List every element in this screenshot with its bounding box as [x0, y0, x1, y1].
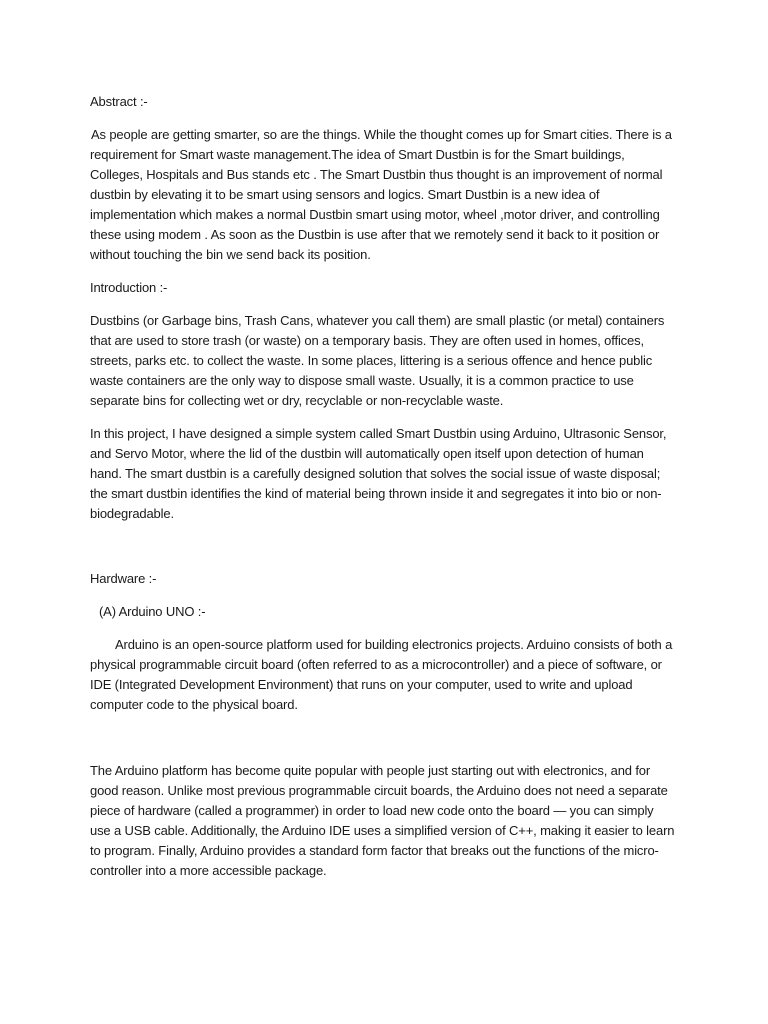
introduction-line: waste containers are the only way to dispose small waste. Usually, it is a common practice to use — [90, 373, 634, 388]
abstract-heading: Abstract :- — [90, 94, 148, 109]
arduino-uno-subheading: (A) Arduino UNO :- — [99, 604, 206, 619]
hardware-line: physical programmable circuit board (often referred to as a microcontroller) and a piece of software, or — [90, 657, 662, 672]
introduction-line: biodegradable. — [90, 506, 174, 521]
introduction-line: streets, parks etc. to collect the waste. In some places, littering is a serious offence and hence public — [90, 353, 653, 368]
abstract-line: Colleges, Hospitals and Bus stands etc . The Smart Dustbin thus thought is an improvement of normal — [90, 167, 663, 182]
introduction-line: hand. The smart dustbin is a carefully designed solution that solves the social issue of waste disposal; — [90, 466, 661, 481]
abstract-line: As people are getting smarter, so are the things. While the thought comes up for Smart cities. There is a — [91, 127, 672, 142]
hardware-heading: Hardware :- — [90, 571, 157, 586]
abstract-line: requirement for Smart waste management.The idea of Smart Dustbin is for the Smart buildings, — [90, 147, 625, 162]
introduction-line: separate bins for collecting wet or dry, recyclable or non-recyclable waste. — [90, 393, 504, 408]
introduction-line: In this project, I have designed a simple system called Smart Dustbin using Arduino, Ultrasonic Sensor, — [90, 426, 667, 441]
abstract-line: implementation which makes a normal Dustbin smart using motor, wheel ,motor driver, and controlling — [90, 207, 660, 222]
hardware-line: The Arduino platform has become quite popular with people just starting out with electronics, and for — [90, 763, 651, 778]
hardware-line: to program. Finally, Arduino provides a standard form factor that breaks out the functions of the micro- — [90, 843, 659, 858]
introduction-heading: Introduction :- — [90, 280, 168, 295]
hardware-line: IDE (Integrated Development Environment) that runs on your computer, used to write and upload — [90, 677, 633, 692]
hardware-line: computer code to the physical board. — [90, 697, 298, 712]
hardware-line: controller into a more accessible package. — [90, 863, 327, 878]
introduction-line: Dustbins (or Garbage bins, Trash Cans, whatever you call them) are small plastic (or metal) containers — [90, 313, 665, 328]
introduction-line: that are used to store trash (or waste) on a temporary basis. They are often used in homes, offices, — [90, 333, 644, 348]
abstract-line: without touching the bin we send back its position. — [90, 247, 371, 262]
abstract-line: dustbin by elevating it to be smart using sensors and logics. Smart Dustbin is a new idea of — [90, 187, 600, 202]
introduction-line: the smart dustbin identifies the kind of material being thrown inside it and segregates it into bio or non- — [90, 486, 662, 501]
hardware-line: piece of hardware (called a programmer) in order to load new code onto the board — you can simply — [90, 803, 654, 818]
hardware-line: Arduino is an open-source platform used for building electronics projects. Arduino consists of both a — [115, 637, 673, 652]
hardware-line: use a USB cable. Additionally, the Arduino IDE uses a simplified version of C++, making it easier to learn — [90, 823, 675, 838]
abstract-line: these using modem . As soon as the Dustbin is use after that we remotely send it back to it position or — [90, 227, 660, 242]
hardware-line: good reason. Unlike most previous programmable circuit boards, the Arduino does not need a separate — [90, 783, 668, 798]
introduction-line: and Servo Motor, where the lid of the dustbin will automatically open itself upon detection of human — [90, 446, 644, 461]
